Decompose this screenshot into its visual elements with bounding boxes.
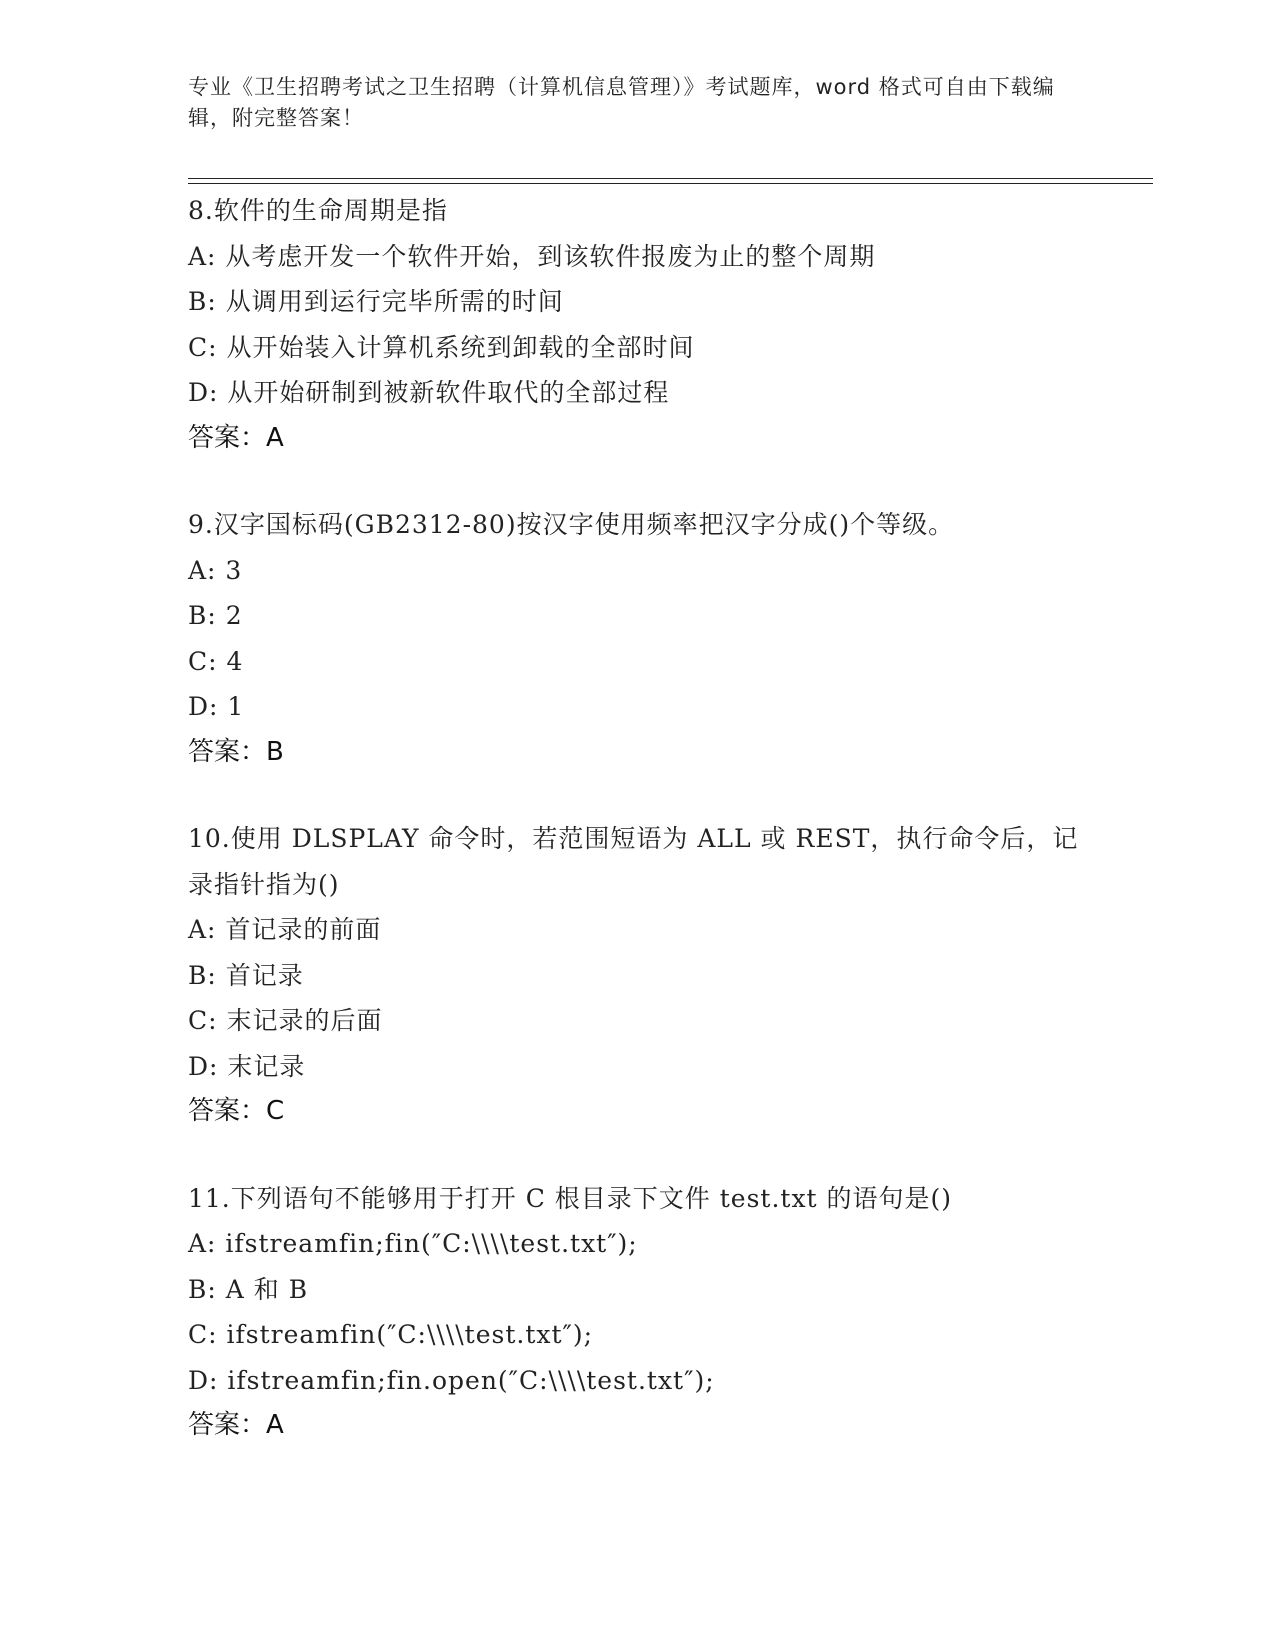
option-c: C: ifstreamfin(″C:\\\\test.txt″); [188,1320,594,1349]
question-stem: 8.软件的生命周期是指 [188,196,448,225]
document-header: 专业《卫生招聘考试之卫生招聘（计算机信息管理）》考试题库，word 格式可自由下载编辑，附完整答案！ [188,75,1055,130]
option-c: C: 末记录的后面 [188,1006,383,1035]
option-d: D: 1 [188,692,245,721]
option-a: A: 从考虑开发一个软件开始，到该软件报废为止的整个周期 [188,241,876,271]
question-8 [188,188,1088,461]
question-10 [188,816,1088,1135]
option-d: D: 从开始研制到被新软件取代的全部过程 [188,378,670,407]
answer-line: 答案：A [188,422,284,453]
option-b: B: A 和 B [188,1274,309,1304]
question-list [188,188,1088,1449]
question-11 [188,1176,1088,1449]
question-9 [188,502,1088,775]
header-divider-top [188,178,1153,179]
option-d: D: 末记录 [188,1051,306,1081]
option-c: C: 4 [188,646,244,676]
option-a: A: 3 [188,555,243,585]
option-b: B: 首记录 [188,960,304,990]
option-b: B: 2 [188,601,243,630]
question-stem: 11.下列语句不能够用于打开 C 根目录下文件 test.txt 的语句是() [188,1183,953,1213]
answer-line: 答案：C [188,1096,285,1126]
option-a: A: 首记录的前面 [188,915,382,944]
option-a: A: ifstreamfin;fin(″C:\\\\test.txt″); [188,1229,638,1258]
option-b: B: 从调用到运行完毕所需的时间 [188,287,564,316]
question-stem: 9.汉字国标码(GB2312-80)按汉字使用频率把汉字分成()个等级。 [188,510,955,539]
option-d: D: ifstreamfin;fin.open(″C:\\\\test.txt″); [188,1365,715,1395]
answer-line: 答案：B [188,736,284,767]
header-divider-bottom [188,183,1153,184]
answer-line: 答案：A [188,1410,284,1440]
option-c: C: 从开始装入计算机系统到卸载的全部时间 [188,332,695,362]
question-stem: 10.使用 DLSPLAY 命令时，若范围短语为 ALL 或 REST，执行命令后，记录指针指为() [188,824,1079,899]
